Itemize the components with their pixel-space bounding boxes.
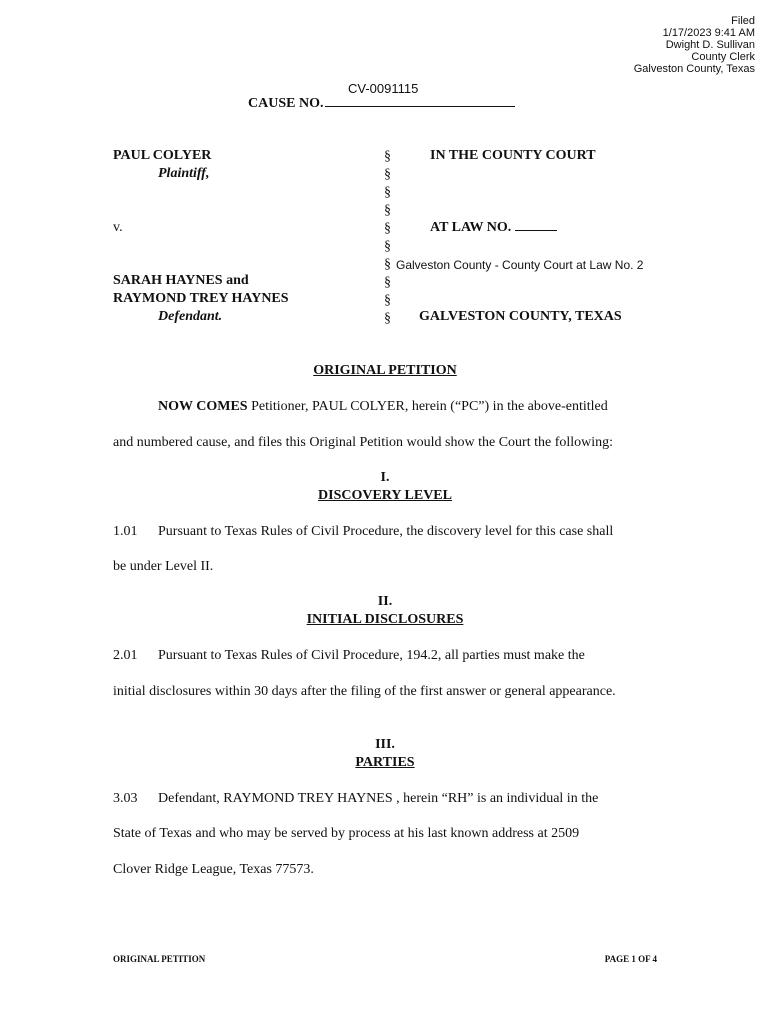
- cause-number-line: [325, 94, 515, 107]
- petition-intro-line-1: [158, 399, 608, 415]
- section-symbol: §: [384, 275, 391, 290]
- clerk-name: Dwight D. Sullivan: [665, 39, 755, 51]
- section-symbol: §: [384, 293, 391, 308]
- paragraph-line: initial disclosures within 30 days after the filing of the first answer or general appearance.: [113, 684, 616, 699]
- section-heading: DISCOVERY LEVEL: [318, 488, 452, 503]
- paragraph-line: Pursuant to Texas Rules of Civil Procedure, 194.2, all parties must make the: [158, 648, 585, 663]
- section-numeral: I.: [380, 470, 390, 485]
- plaintiff-role: Plaintiff,: [158, 166, 210, 181]
- defendant-line-1: SARAH HAYNES and: [113, 273, 249, 288]
- section-symbol: §: [384, 167, 391, 182]
- paragraph-number: 3.03: [113, 791, 138, 806]
- cause-label-text: CAUSE NO.: [248, 96, 324, 111]
- paragraph-line: State of Texas and who may be served by process at his last known address at 2509: [113, 826, 580, 841]
- clerk-county: Galveston County, Texas: [633, 63, 755, 75]
- paragraph-number: 1.01: [113, 524, 138, 539]
- clerk-title: County Clerk: [691, 51, 755, 63]
- law-number-blank: [515, 220, 557, 231]
- versus-text: v.: [113, 220, 123, 235]
- footer-left: ORIGINAL PETITION: [113, 954, 206, 964]
- section-symbol-column: [384, 148, 391, 328]
- section-heading: INITIAL DISCLOSURES: [306, 612, 464, 627]
- cause-number-label: [248, 94, 515, 112]
- section-numeral: II.: [377, 594, 393, 609]
- paragraph-line: Defendant, RAYMOND TREY HAYNES , herein “RH” is an individual in the: [158, 791, 599, 806]
- filed-label: Filed: [731, 15, 755, 27]
- section-symbol: §: [384, 311, 391, 326]
- defendant-role: Defendant.: [158, 309, 223, 324]
- court-note: Galveston County - County Court at Law No. 2: [396, 258, 644, 272]
- section-symbol: §: [384, 185, 391, 200]
- paragraph-line: Clover Ridge League, Texas 77573.: [113, 862, 314, 877]
- footer-page-number: PAGE 1 OF 4: [604, 954, 657, 964]
- section-symbol: §: [384, 221, 391, 236]
- filed-datetime: 1/17/2023 9:41 AM: [662, 27, 755, 39]
- section-symbol: §: [384, 149, 391, 164]
- paragraph-line: Pursuant to Texas Rules of Civil Procedure, the discovery level for this case shall: [158, 524, 614, 539]
- intro-text: Petitioner, PAUL COLYER, herein (“PC”) in the above-entitled: [247, 399, 608, 414]
- section-numeral: III.: [375, 737, 395, 752]
- filed-stamp: [634, 15, 755, 75]
- court-line-3: GALVESTON COUNTY, TEXAS: [419, 309, 622, 324]
- intro-bold: NOW COMES: [158, 399, 248, 414]
- petition-title: ORIGINAL PETITION: [313, 363, 457, 378]
- section-symbol: §: [384, 239, 391, 254]
- section-heading: PARTIES: [355, 755, 415, 770]
- petition-intro-line-2: and numbered cause, and files this Original Petition would show the Court the following:: [113, 435, 614, 450]
- paragraph-number: 2.01: [113, 648, 138, 663]
- court-line-1: IN THE COUNTY COURT: [430, 148, 596, 163]
- plaintiff-name: PAUL COLYER: [113, 148, 212, 163]
- cause-number-value: CV-0091115: [348, 81, 419, 96]
- paragraph-line: be under Level II.: [113, 559, 214, 574]
- court-line-2: [430, 220, 557, 236]
- court-line-2-text: AT LAW NO.: [430, 220, 512, 235]
- section-symbol: §: [384, 203, 391, 218]
- section-symbol: §: [384, 257, 391, 272]
- defendant-line-2: RAYMOND TREY HAYNES: [113, 291, 289, 306]
